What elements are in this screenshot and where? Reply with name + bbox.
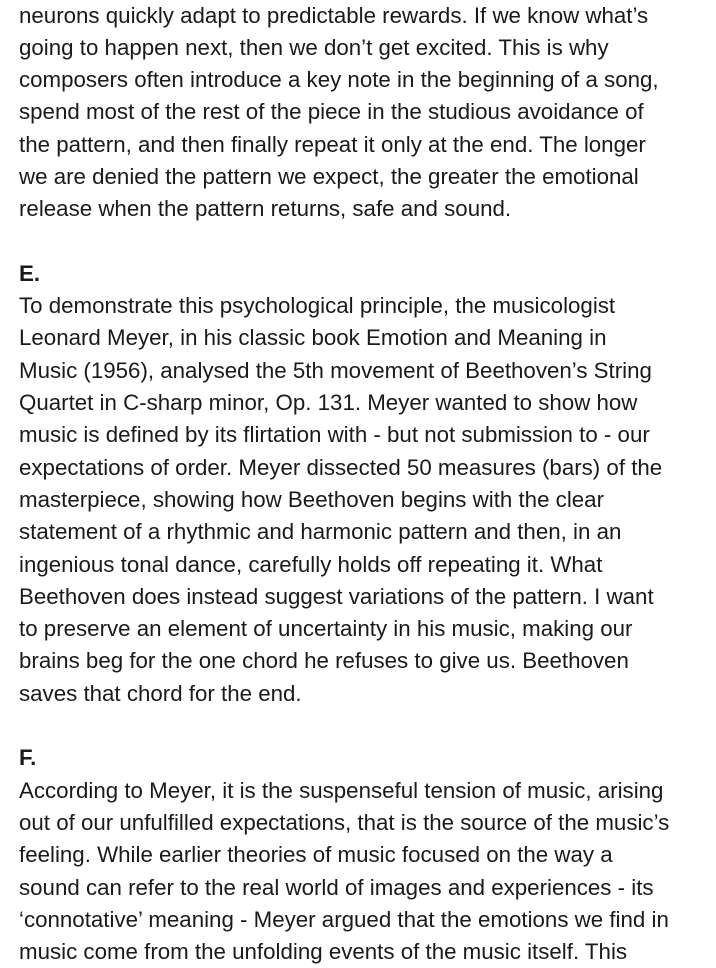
paragraph-line: the pattern, and then finally repeat it only at the end. The longer	[19, 131, 646, 157]
paragraph-line: composers often introduce a key note in the beginning of a song,	[19, 67, 659, 93]
section-heading: E.	[19, 260, 41, 286]
paragraph-line: feeling. While earlier theories of music focused on the way a	[19, 842, 613, 868]
section-heading: F.	[19, 745, 37, 771]
paragraph-line: Beethoven does instead suggest variations of the pattern. I want	[19, 583, 654, 609]
paragraph-line: Leonard Meyer, in his classic book Emotion and Meaning in	[19, 325, 607, 351]
paragraph-line: going to happen next, then we don’t get excited. This is why	[19, 34, 609, 60]
paragraph-line: To demonstrate this psychological principle, the musicologist	[19, 293, 616, 319]
section-f	[19, 742, 713, 968]
paragraph-line: music is defined by its flirtation with - but not submission to - our	[19, 422, 650, 448]
paragraph-line: statement of a rhythmic and harmonic pattern and then, in an	[19, 519, 622, 545]
paragraph-line: we are denied the pattern we expect, the greater the emotional	[19, 163, 639, 189]
paragraph-line: sound can refer to the real world of images and experiences - its	[19, 874, 654, 900]
paragraph-line: Quartet in C-sharp minor, Op. 131. Meyer wanted to show how	[19, 390, 638, 416]
intro-paragraph	[19, 0, 713, 226]
paragraph-line: masterpiece, showing how Beethoven begins with the clear	[19, 486, 605, 512]
paragraph-line: out of our unfulfilled expectations, that is the source of the music’s	[19, 809, 670, 835]
paragraph-line: neurons quickly adapt to predictable rewards. If we know what’s	[19, 2, 649, 28]
section-spacer	[19, 710, 713, 742]
paragraph-line: saves that chord for the end.	[19, 680, 302, 706]
paragraph-line: ingenious tonal dance, carefully holds off repeating it. What	[19, 551, 603, 577]
paragraph-line: to preserve an element of uncertainty in his music, making our	[19, 616, 633, 642]
section-spacer	[19, 226, 713, 258]
paragraph-line: brains beg for the one chord he refuses to give us. Beethoven	[19, 648, 629, 674]
paragraph-line: expectations of order. Meyer dissected 50 measures (bars) of the	[19, 454, 663, 480]
paragraph-line: ‘connotative’ meaning - Meyer argued that the emotions we find in	[19, 906, 669, 932]
section-e	[19, 258, 713, 710]
paragraph-line: music come from the unfolding events of the music itself. This	[19, 939, 628, 965]
paragraph-line: Music (1956), analysed the 5th movement of Beethoven’s String	[19, 357, 652, 383]
paragraph-line: release when the pattern returns, safe and sound.	[19, 196, 512, 222]
document-page	[19, 0, 713, 968]
paragraph-line: According to Meyer, it is the suspenseful tension of music, arising	[19, 777, 664, 803]
paragraph-line: spend most of the rest of the piece in the studious avoidance of	[19, 99, 644, 125]
